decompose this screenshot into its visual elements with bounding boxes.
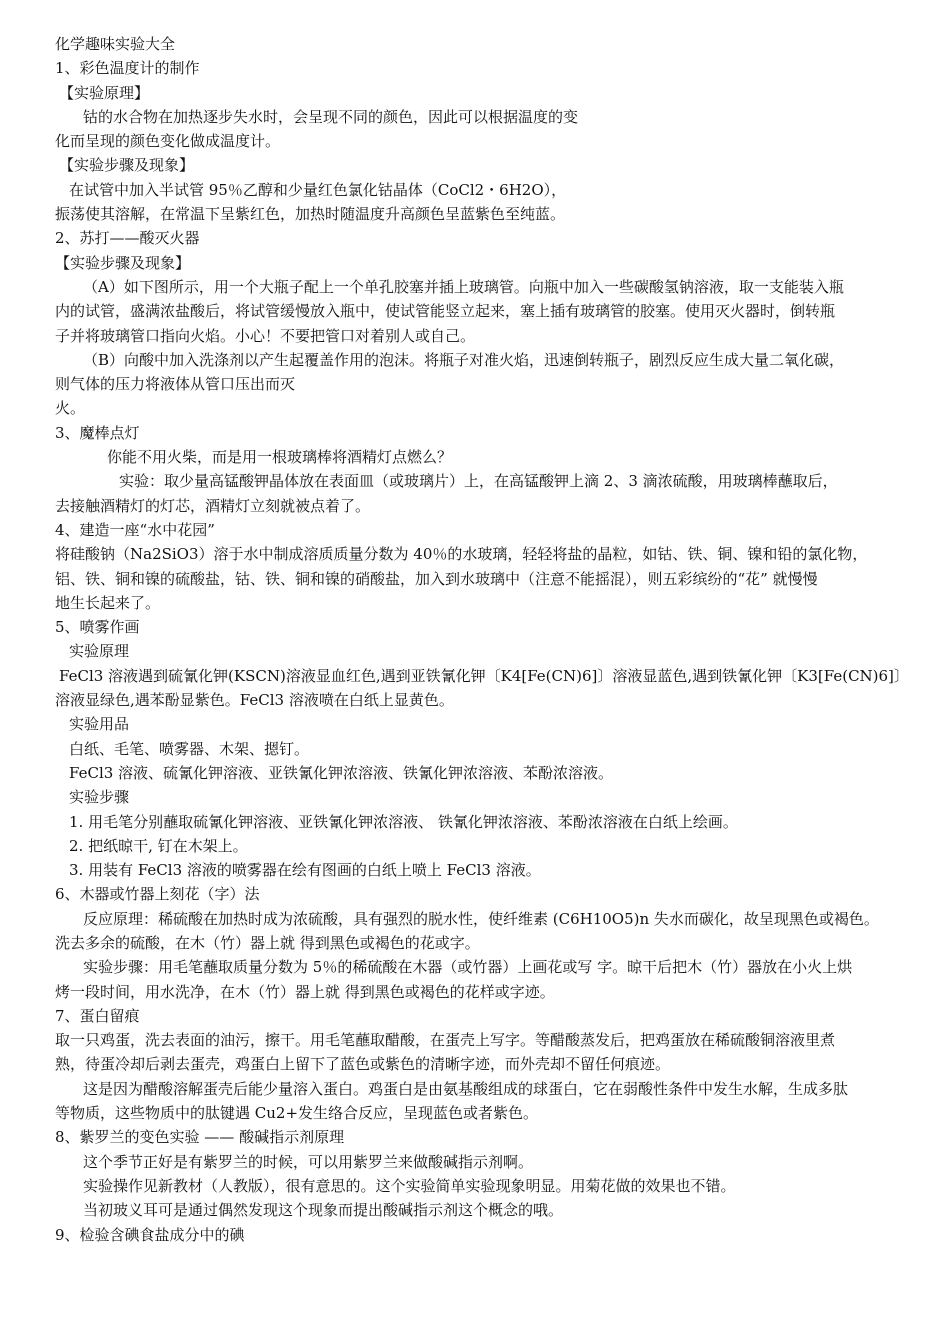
text-line: FeCl3 溶液遇到硫氰化钾(KSCN)溶液显血红色,遇到亚铁氰化钾〔K4[Fe(CN)6]〕溶液显蓝色,遇到铁氰化钾〔K3[Fe(CN)6]〕 xyxy=(59,666,909,685)
text-line: 将硅酸钠（Na2SiO3）溶于水中制成溶质质量分数为 40％的水玻璃，轻轻将盐的晶粒，如钴、铁、铜、镍和铅的氯化物， xyxy=(55,545,868,564)
text-line: 去接触酒精灯的灯芯，酒精灯立刻就被点着了。 xyxy=(55,496,371,515)
text-line: 你能不用火柴，而是用一根玻璃棒将酒精灯点燃么？ xyxy=(107,448,453,467)
list-item: 2. 把纸晾干, 钉在木架上。 xyxy=(69,836,248,855)
text-line: 白纸、毛笔、喷雾器、木架、摁钉。 xyxy=(69,739,310,758)
text-line: 火。 xyxy=(55,399,86,418)
text-line: 化而呈现的颜色变化做成温度计。 xyxy=(55,132,281,151)
document-title: 化学趣味实验大全 xyxy=(55,35,176,53)
list-item: 1. 用毛笔分别蘸取硫氰化钾溶液、亚铁氰化钾浓溶液、 铁氰化钾浓溶液、苯酚浓溶液在白纸上绘画。 xyxy=(69,812,738,831)
text-line: 洗去多余的硫酸，在木（竹）器上就 得到黑色或褐色的花或字。 xyxy=(55,933,480,952)
text-line: 这个季节正好是有紫罗兰的时候，可以用紫罗兰来做酸碱指示剂啊。 xyxy=(83,1152,534,1171)
text-line: 实验操作见新教材（人教版），很有意思的。这个实验简单实验现象明显。用菊花做的效果也不错。 xyxy=(83,1176,736,1195)
section-heading-2: 2、苏打——酸灭火器 xyxy=(55,229,200,248)
text-line: 烤一段时间，用水洗净，在木（竹）器上就 得到黑色或褐色的花样或字迹。 xyxy=(55,982,555,1001)
section-heading-6: 6、木器或竹器上刻花（字）法 xyxy=(55,885,260,904)
text-line: 等物质，这些物质中的肽键遇 Cu2+发生络合反应，呈现蓝色或者紫色。 xyxy=(55,1104,539,1123)
list-item: 3. 用装有 FeCl3 溶液的喷雾器在绘有图画的白纸上喷上 FeCl3 溶液。 xyxy=(69,861,541,880)
text-line: FeCl3 溶液、硫氰化钾溶液、亚铁氰化钾浓溶液、铁氰化钾浓溶液、苯酚浓溶液。 xyxy=(69,763,614,782)
section-heading-9: 9、检验含碘食盐成分中的碘 xyxy=(55,1225,245,1244)
subheading: 【实验原理】 xyxy=(59,83,150,102)
text-line: 子并将玻璃管口指向火焰。小心！不要把管口对着别人或自己。 xyxy=(55,326,476,345)
text-line: 钴的水合物在加热逐步失水时，会呈现不同的颜色，因此可以根据温度的变 xyxy=(83,107,579,126)
text-line: 当初玻义耳可是通过偶然发现这个现象而提出酸碱指示剂这个概念的哦。 xyxy=(83,1201,564,1220)
section-heading-7: 7、蛋白留痕 xyxy=(55,1006,140,1025)
text-line: 反应原理：稀硫酸在加热时成为浓硫酸，具有强烈的脱水性，使纤维素 (C6H10O5)n 失水而碳化，故呈现黑色或褐色。 xyxy=(83,909,879,928)
text-line: 溶液显绿色,遇苯酚显紫色。FeCl3 溶液喷在白纸上显黄色。 xyxy=(55,691,454,710)
text-line: 振荡使其溶解，在常温下呈紫红色，加热时随温度升高颜色呈蓝紫色至纯蓝。 xyxy=(55,205,566,224)
text-line: 在试管中加入半试管 95％乙醇和少量红色氯化钴晶体（CoCl2・6H2O）， xyxy=(69,180,567,199)
text-line: 则气体的压力将液体从管口压出而灭 xyxy=(55,375,296,394)
subheading: 【实验步骤及现象】 xyxy=(55,253,191,272)
text-line: 地生长起来了。 xyxy=(55,593,161,612)
text-line: （B）向酸中加入洗涤剂以产生起覆盖作用的泡沫。将瓶子对准火焰，迅速倒转瓶子，剧烈反应生成大量二氧化碳， xyxy=(83,350,845,369)
text-line: 这是因为醋酸溶解蛋壳后能少量溶入蛋白。鸡蛋白是由氨基酸组成的球蛋白，它在弱酸性条件中发生水解，生成多肽 xyxy=(83,1079,849,1098)
text-line: 铝、铁、铜和镍的硫酸盐，钴、铁、铜和镍的硝酸盐，加入到水玻璃中（注意不能摇混），则五彩缤纷的“花” 就慢慢 xyxy=(55,569,818,588)
subheading: 【实验步骤及现象】 xyxy=(59,156,195,175)
section-heading-8: 8、紫罗兰的变色实验 —— 酸碱指示剂原理 xyxy=(55,1128,345,1147)
subheading: 实验步骤 xyxy=(69,788,130,807)
text-line: （A）如下图所示，用一个大瓶子配上一个单孔胶塞并插上玻璃管。向瓶中加入一些碳酸氢钠溶液，取一支能装入瓶 xyxy=(83,277,844,296)
section-heading-1: 1、彩色温度计的制作 xyxy=(55,59,200,78)
section-heading-4: 4、建造一座“水中花园” xyxy=(55,520,215,539)
subheading: 实验原理 xyxy=(69,642,130,661)
text-line: 实验：取少量高锰酸钾晶体放在表面皿（或玻璃片）上，在高锰酸钾上滴 2、3 滴浓硫酸，用玻璃棒蘸取后， xyxy=(119,472,838,491)
text-line: 内的试管，盛满浓盐酸后，将试管缓慢放入瓶中，使试管能竖立起来，塞上插有玻璃管的胶塞。使用灭火器时，倒转瓶 xyxy=(55,302,836,321)
text-line: 熟，待蛋冷却后剥去蛋壳，鸡蛋白上留下了蓝色或紫色的清晰字迹，而外壳却不留任何痕迹。 xyxy=(55,1055,671,1074)
text-line: 实验步骤：用毛笔蘸取质量分数为 5％的稀硫酸在木器（或竹器）上画花或写 字。晾干后把木（竹）器放在小火上烘 xyxy=(83,958,853,977)
section-heading-3: 3、魔棒点灯 xyxy=(55,423,140,442)
section-heading-5: 5、喷雾作画 xyxy=(55,618,140,637)
text-line: 取一只鸡蛋，洗去表面的油污，擦干。用毛笔蘸取醋酸，在蛋壳上写字。等醋酸蒸发后，把鸡蛋放在稀硫酸铜溶液里煮 xyxy=(55,1031,836,1050)
subheading: 实验用品 xyxy=(69,715,130,734)
